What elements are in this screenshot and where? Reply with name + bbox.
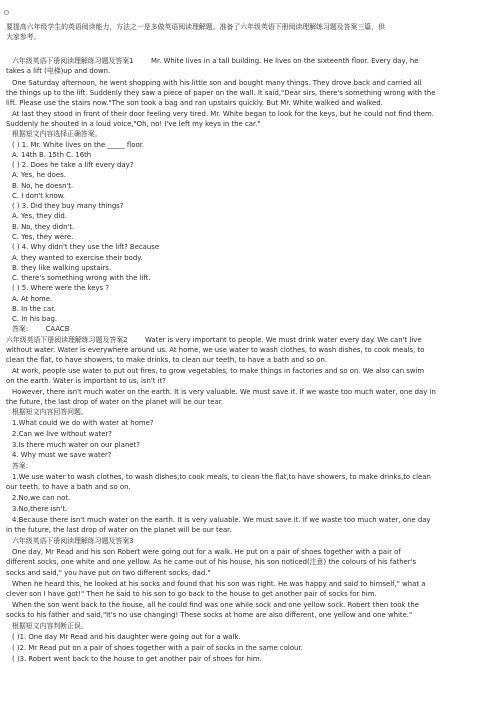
text-line: lift. Please use the stairs now."The son took a bag and ran upstairs quickly. But Mr. White walked and walked. <box>6 99 383 107</box>
text-line: ( ) 1. Mr. White lives on the _____ floor. <box>12 141 145 149</box>
text-line: A. At home. <box>12 295 53 303</box>
text-line: clean the flat, to have showers, to make drinks, to clean our teeth, to have a bath and so on. <box>6 356 328 364</box>
text-line: 根据短文内容选择正确答案。 <box>12 130 102 138</box>
text-line: ( )3. Robert went back to the house to get another pair of shoes for him. <box>12 655 262 663</box>
text-line: 六年级英语下册阅读理解练习题及答案3 <box>12 537 134 545</box>
text-line: C. I don't know. <box>12 192 65 200</box>
text-line: 1.What could we do with water at home? <box>12 419 154 427</box>
text-line: At last they stood in front of their door feeling very tired. Mr. White began to look for the keys, but he could not find them. <box>12 110 434 118</box>
text-line: 六年级英语下册阅读理解练习题及答案1 Mr. White lives in a tall building. He lives on the sixteenth floor. Every day, he <box>12 57 419 65</box>
text-line: C. Yes, they were. <box>12 233 74 241</box>
text-line: ( )2. Mr Read put on a pair of shoes together with a pair of socks in the same colour. <box>12 644 303 652</box>
text-line: takes a lift (电梯)up and down. <box>6 67 111 75</box>
text-line: 3.No,there isn't. <box>12 505 68 513</box>
text-line: C. there's something wrong with the lift. <box>12 274 151 282</box>
text-line: 六年级英语下册阅读理解练习题及答案2 Water is very important to people. We must drink water every day. We can't live <box>6 336 422 344</box>
text-line: 4. Why must we save water? <box>12 451 112 459</box>
text-line: At work, people use water to put out fires, to grow vegetables, to make things in factories and so on. We also can swim <box>12 367 425 375</box>
text-line: ( ) 4. Why didn't they use the lift? Because <box>12 243 160 251</box>
text-line: A. 14th B. 15th C. 16th <box>12 151 92 159</box>
text-line: on the earth. Water is important to us, isn't it? <box>6 377 166 385</box>
text-line: the future, the last drop of water on the planet will be our tear. <box>6 398 224 406</box>
text-line: Suddenly he shouted in a loud voice,"Oh, no! I've left my keys in the car." <box>6 120 261 128</box>
text-line: When the son went back to the house, all he could find was one while sock and one yellow sock. Robert then took the <box>12 601 419 609</box>
text-line: 1.We use water to wash clothes, to wash dishes,to cook meals, to clean the flat,to have showers, to make drinks,to clean <box>12 473 431 481</box>
text-line: our teeth, to have a bath and so on. <box>6 483 131 491</box>
text-line: B. No, he doesn't. <box>12 182 74 190</box>
text-line: However, there isn't much water on the earth. It is very valuable. We must save it. If we waste too much water, one day in <box>12 388 436 396</box>
text-line: 3.Is there much water on our planet? <box>12 441 140 449</box>
bullet-mark <box>4 10 9 15</box>
text-line: B. they like walking upstairs. <box>12 264 112 272</box>
text-line: ( ) 2. Does he take a lift every day? <box>12 161 134 169</box>
text-line: When he heard this, he looked at his socks and found that his son was right. He was happy and said to himself," what a <box>12 580 426 588</box>
text-line: ( ) 3. Did they buy many things? <box>12 202 124 210</box>
text-line: socks and said," you have put on two different socks, dad." <box>6 569 211 577</box>
text-line: socks to his father and said,"It's no use changing! These socks at home are also different, one yellow and one white." <box>6 611 413 619</box>
text-line: 2.No,we can not. <box>12 494 71 502</box>
text-line: 2.Can we live without water? <box>12 430 112 438</box>
text-line: B. No, they didn't. <box>12 223 75 231</box>
text-line: the things up to the lift. Suddenly they saw a piece of paper on the wall. It said,"Dear sirs, there's something wrong with the <box>6 89 436 97</box>
text-line: 答案: <box>12 462 29 470</box>
text-line: ( ) 5. Where were the keys ? <box>12 284 110 292</box>
text-line: 要提高六年级学生的英语阅读能力，方法之一是多做英语阅读理解题。准备了六年级英语下册阅读理解练习题及答案三篇，供 <box>6 23 385 31</box>
text-line: different socks, one white and one yellow. As he came out of his house, his son noticed(注意) the colours of his father's <box>6 558 417 566</box>
text-line: One Saturday afternoon, he went shopping with his little son and bought many things. They drove back and carried all <box>12 79 422 87</box>
text-line: 答案: CAACB <box>12 325 70 333</box>
text-line: in the future, the last drop of water on the planet will be our tear. <box>6 526 232 534</box>
text-line: 大家参考。 <box>6 33 41 41</box>
text-line: 根据短文内容判断正误。 <box>12 622 88 630</box>
text-line: clever son I have got!" Then he said to his son to go back to the house to get another pair of socks for him. <box>6 590 377 598</box>
text-line: A. they wanted to exercise their body. <box>12 254 143 262</box>
text-line: without water. Water is everywhere around us. At home, we use water to wash clothes, to wash dishes, to cook meals, to <box>6 346 425 354</box>
text-line: One day, Mr Read and his son Robert were going out for a walk. He put on a pair of shoes together with a pair of <box>12 548 401 556</box>
text-line: 4.Because there isn't much water on the earth. It is very valuable. We must save it. If we waste too much water, one day <box>12 516 431 524</box>
text-line: A. Yes, he does. <box>12 171 66 179</box>
text-line: C. In his bag. <box>12 315 58 323</box>
text-line: A. Yes, they did. <box>12 212 67 220</box>
text-line: B. In the car. <box>12 305 56 313</box>
text-line: 根据短文内容回答问题。 <box>12 408 88 416</box>
text-line: ( )1. One day Mr Read and his daughter were going out for a walk. <box>12 633 241 641</box>
